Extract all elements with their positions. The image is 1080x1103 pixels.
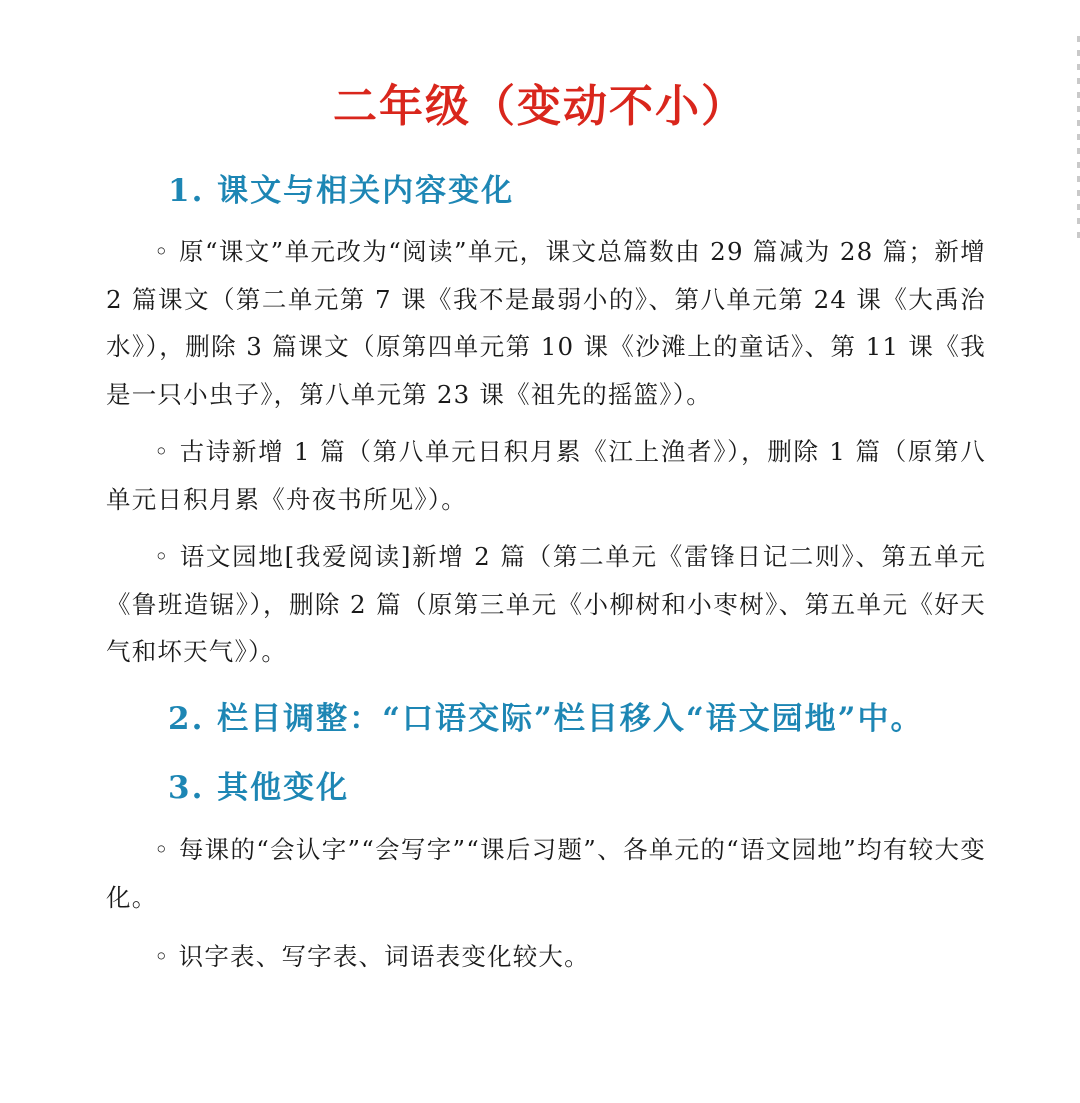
paragraph-ancient-poems: ◦ 古诗新增 1 篇（第八单元日积月累《江上渔者》），删除 1 篇（原第八单元日积月累《舟夜书所见》）。 (106, 437, 986, 514)
paragraph-reading-garden: ◦ 语文园地[我爱阅读]新增 2 篇（第二单元《雷锋日记二则》、第五单元《鲁班造锯》），删除 2 篇（原第三单元《小柳树和小枣树》、第五单元《好天气和坏天气》）。 (106, 542, 986, 666)
section-heading-2: 2. 栏目调整：“口语交际”栏目移入“语文园地”中。 (168, 701, 924, 737)
section-heading-3: 3. 其他变化 (168, 770, 350, 806)
paragraph-lesson-changes: ◦ 每课的“会认字”“会写字”“课后习题”、各单元的“语文园地”均有较大变化。 (106, 835, 986, 912)
paragraph-text-changes: ◦ 原“课文”单元改为“阅读”单元，课文总篇数由 29 篇减为 28 篇；新增 2 篇课文（第二单元第 7 课《我不是最弱小的》、第八单元第 24 课《大禹治水》），删除 3 篇课文（原第四单元第 10 课《沙滩上的童话》、第 11 课《我是一只小虫子》，第八单元第 23 课《祖先的摇篮》）。 (106, 237, 986, 409)
paragraph-character-tables: ◦ 识字表、写字表、词语表变化较大。 (154, 942, 590, 971)
page-title: 二年级（变动不小） (333, 81, 747, 132)
section-heading-1: 1. 课文与相关内容变化 (168, 173, 515, 209)
